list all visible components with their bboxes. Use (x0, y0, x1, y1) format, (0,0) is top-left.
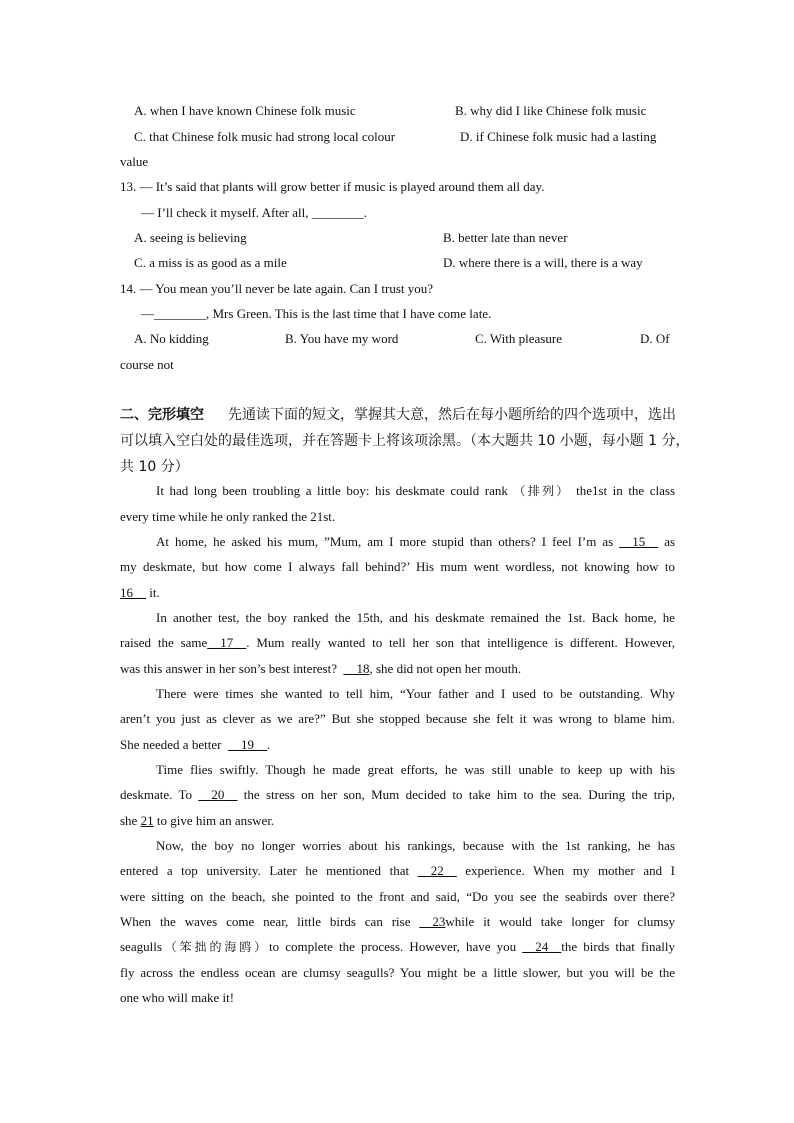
chinese-gloss: （排列） (513, 484, 571, 498)
passage-p6-line7: one who will make it! (120, 990, 235, 1005)
passage-text: When the waves come near, little birds can rise (120, 914, 411, 929)
q13-stem-2-post: . (363, 205, 368, 220)
passage-p4-line1: There were times she wanted to tell him, “Your father and I used to be outstanding. Why (156, 686, 675, 701)
blank-16: 16__ (120, 585, 146, 600)
q12-option-d: D. if Chinese folk music had a lasting (460, 129, 657, 144)
passage-p5-line1: Time flies swiftly. Though he made great efforts, he was still unable to keep up with his (156, 762, 675, 777)
passage-p4-line3 (120, 735, 270, 755)
passage-text: She needed a better (120, 737, 222, 752)
q14-option-d: D. Of (640, 331, 670, 346)
passage-text: to give him an answer. (153, 813, 275, 828)
blank-20: __20__ (198, 787, 238, 802)
passage-text: the1st in the class (576, 483, 676, 498)
blank-23: __23 (419, 914, 446, 929)
passage-p3-line2 (120, 633, 675, 653)
q13-stem-1: 13. — It’s said that plants will grow better if music is played around them all day. (120, 179, 545, 194)
passage-p6-line3: were sitting on the beach, she pointed to the front and said, “Do you see the seabirds over there? (120, 889, 675, 904)
passage-text: entered a top university. Later he mentioned that (120, 863, 410, 878)
passage-text: experience. When my mother and I (465, 863, 676, 878)
section2-heading-line (120, 405, 675, 425)
passage-p3-line1: In another test, the boy ranked the 15th, and his deskmate remained the 1st. Back home, he (156, 610, 675, 625)
q13-option-b: B. better late than never (443, 230, 568, 245)
q13-option-d: D. where there is a will, there is a way (443, 255, 643, 270)
q12-option-c: C. that Chinese folk music had strong local colour (134, 129, 396, 144)
blank-22: __22__ (417, 863, 457, 878)
passage-p6-line4 (120, 912, 675, 932)
q13-option-a: A. seeing is believing (134, 230, 247, 245)
blank-17: __17__ (207, 635, 247, 650)
passage-text: as (664, 534, 676, 549)
q14-option-a: A. No kidding (134, 331, 209, 346)
passage-text: the birds that finally (561, 939, 675, 954)
passage-text: it. (146, 585, 160, 600)
passage-text: she (120, 813, 141, 828)
passage-text: seagulls (120, 939, 162, 954)
q14-option-b: B. You have my word (285, 331, 399, 346)
passage-p3-line3 (120, 659, 521, 679)
passage-text: to complete the process. However, have you (269, 939, 517, 954)
q14-stem-1: 14. — You mean you’ll never be late again. Can I trust you? (120, 281, 434, 296)
blank-18: __18 (343, 661, 370, 676)
section2-heading: 二、完形填空 (120, 407, 204, 423)
q13-stem-2 (141, 203, 367, 223)
q14-stem-2-post: , Mrs Green. This is the last time that I have come late. (206, 306, 492, 321)
q14-stem-2-pre: — (141, 306, 154, 321)
q12-option-a: A. when I have known Chinese folk music (134, 103, 356, 118)
section2-instructions-2: 可以填入空白处的最佳选项，并在答题卡上将该项涂黑。（本大题共 10 小题，每小题 1 分， (120, 433, 690, 449)
passage-p5-line2 (120, 785, 675, 805)
passage-p5-line3 (120, 811, 274, 831)
passage-p1-line2: every time while he only ranked the 21st. (120, 509, 336, 524)
passage-p1-line1 (156, 481, 675, 501)
blank-21: 21 (140, 813, 154, 828)
q14-blank: ________ (154, 306, 206, 321)
passage-text: . Mum really wanted to tell her son that intelligence is different. However, (246, 635, 675, 650)
passage-text: At home, he asked his mum, ”Mum, am I more stupid than others? I feel I’m as (156, 534, 614, 549)
passage-p2-line1 (156, 532, 675, 552)
q12-option-d-cont: value (120, 154, 149, 169)
blank-19: __19__ (227, 737, 267, 752)
passage-p4-line2: aren’t you just as clever as we are?” But she stopped because she felt it was wrong to blame him. (120, 711, 675, 726)
section2-instructions-1: 先通读下面的短文，掌握其大意，然后在每小题所给的四个选项中，选出 (228, 407, 676, 423)
q13-stem-2-pre: — I’ll check it myself. After all, (141, 205, 312, 220)
passage-text: . (266, 737, 271, 752)
passage-p6-line2 (120, 861, 675, 881)
passage-text: , she did not open her mouth. (369, 661, 522, 676)
passage-text: the stress on her son, Mum decided to take him to the sea. During the trip, (243, 787, 676, 802)
passage-text: It had long been troubling a little boy: his deskmate could rank (156, 483, 508, 498)
q14-option-d-cont: course not (120, 357, 174, 372)
passage-text: deskmate. To (120, 787, 192, 802)
passage-text: while it would take longer for clumsy (445, 914, 675, 929)
blank-15: __15__ (619, 534, 659, 549)
blank-24: __24__ (522, 939, 562, 954)
passage-p6-line1: Now, the boy no longer worries about his rankings, because with the 1st ranking, he has (156, 838, 675, 853)
passage-text: was this answer in her son’s best interest? (120, 661, 337, 676)
passage-p6-line6: fly across the endless ocean are clumsy seagulls? You might be a little slower, but you will be the (120, 965, 675, 980)
passage-text: raised the same (120, 635, 208, 650)
passage-p2-line2: my deskmate, but how come I always fall behind?’ His mum went wordless, not knowing how to (120, 559, 675, 574)
chinese-gloss: （笨拙的海鸥） (161, 940, 269, 954)
passage-p2-line3 (120, 583, 160, 603)
q14-option-c: C. With pleasure (475, 331, 562, 346)
q13-blank: ________ (311, 205, 364, 220)
section2-instructions-3: 共 10 分） (120, 459, 189, 475)
q14-stem-2 (141, 304, 491, 324)
q12-option-b: B. why did I like Chinese folk music (455, 103, 647, 118)
passage-p6-line5 (120, 937, 675, 957)
q13-option-c: C. a miss is as good as a mile (134, 255, 287, 270)
